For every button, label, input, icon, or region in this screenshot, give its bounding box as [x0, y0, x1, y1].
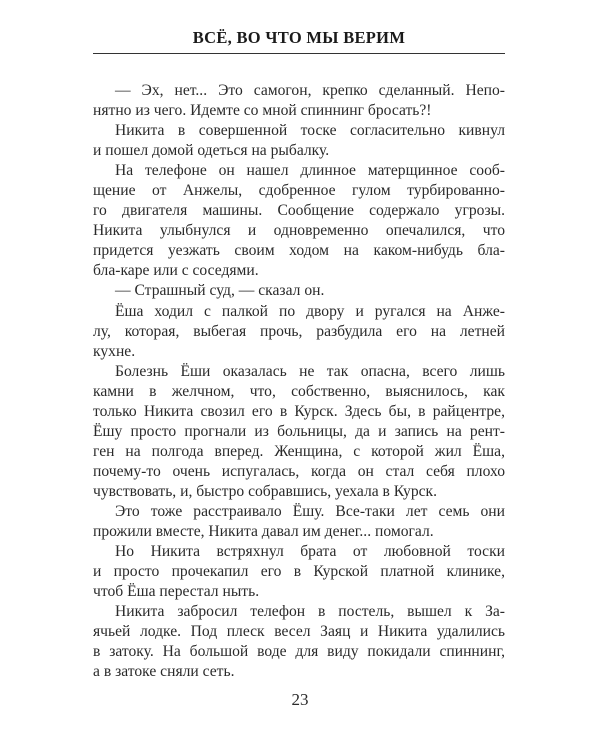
- text-line: ячьей лодке. Под плеск весел Заяц и Никита удалились: [93, 623, 505, 641]
- paragraph: [93, 81, 505, 121]
- text-line: бла-каре или с соседями.: [93, 262, 259, 280]
- text-line: Болезнь Ёши оказалась не так опасна, всего лишь: [115, 362, 505, 380]
- text-line: Никита улыбнулся и одновременно опечалился, что: [93, 222, 505, 240]
- text-line: чтоб Ёша перестал ныть.: [93, 583, 260, 601]
- header-rule: [93, 53, 505, 54]
- text-line: — Страшный суд, — сказал он.: [115, 282, 325, 300]
- text-line: почему-то очень испугалась, когда он стал себя плохо: [93, 462, 505, 480]
- paragraph: [93, 121, 505, 161]
- text-line: и просто прочекапил его в Курской платной клинике,: [93, 563, 505, 581]
- page-number: 23: [291, 690, 309, 709]
- text-line: нятно из чего. Идемте со мной спиннинг бросать?!: [93, 102, 432, 120]
- paragraph: [93, 542, 505, 602]
- text-line: кухне.: [93, 342, 136, 360]
- paragraph: [93, 302, 505, 362]
- text-line: камни в желчном, что, собственно, выяснилось, как: [93, 382, 505, 400]
- text-line: прожили вместе, Никита давал им денег... помогал.: [93, 523, 434, 541]
- text-line: и пошел домой одеться на рыбалку.: [93, 142, 330, 160]
- paragraph: [93, 281, 505, 301]
- text-line: Это тоже расстраивало Ёшу. Все-таки лет семь они: [115, 502, 505, 520]
- text-line: Никита забросил телефон в постель, вышел к За-: [115, 603, 505, 621]
- text-line: — Эх, нет... Это самогон, крепко сделанный. Непо-: [115, 82, 505, 99]
- text-line: Но Никита встряхнул брата от любовной тоски: [115, 543, 505, 561]
- paragraph: [93, 161, 505, 281]
- body-text: [93, 81, 505, 682]
- text-line: ген на полгода вперед. Женщина, с которой жил Ёша,: [93, 442, 505, 460]
- text-line: На телефоне он нашел длинное матерщинное сооб-: [115, 162, 505, 180]
- text-line: лу, которая, выбегая прочь, разбудила его на летней: [93, 322, 505, 340]
- text-line: Ёшу просто прогнали из больницы, да и запись на рент-: [93, 422, 505, 440]
- text-line: чувствовать, и, быстро собравшись, уехала в Курск.: [93, 482, 438, 500]
- text-line: Ёша ходил с палкой по двору и ругался на Анже-: [115, 302, 505, 320]
- text-line: го двигателя машины. Сообщение содержало угрозы.: [93, 202, 505, 220]
- text-line: Никита в совершенной тоске согласительно кивнул: [115, 122, 505, 140]
- text-line: а в затоке сняли сеть.: [93, 663, 235, 681]
- paragraph: [93, 502, 505, 542]
- text-line: придется уезжать своим ходом на каком-нибудь бла-: [93, 242, 505, 260]
- running-header: ВСЁ, ВО ЧТО МЫ ВЕРИМ: [192, 28, 406, 47]
- text-line: в затоку. На большой воде для виду покидали спиннинг,: [93, 643, 505, 661]
- paragraph: [93, 602, 505, 682]
- text-line: щение от Анжелы, сдобренное гулом турбированно-: [93, 182, 505, 200]
- paragraph: [93, 362, 505, 502]
- text-line: только Никита свозил его в Курск. Здесь бы, в райцентре,: [93, 402, 505, 420]
